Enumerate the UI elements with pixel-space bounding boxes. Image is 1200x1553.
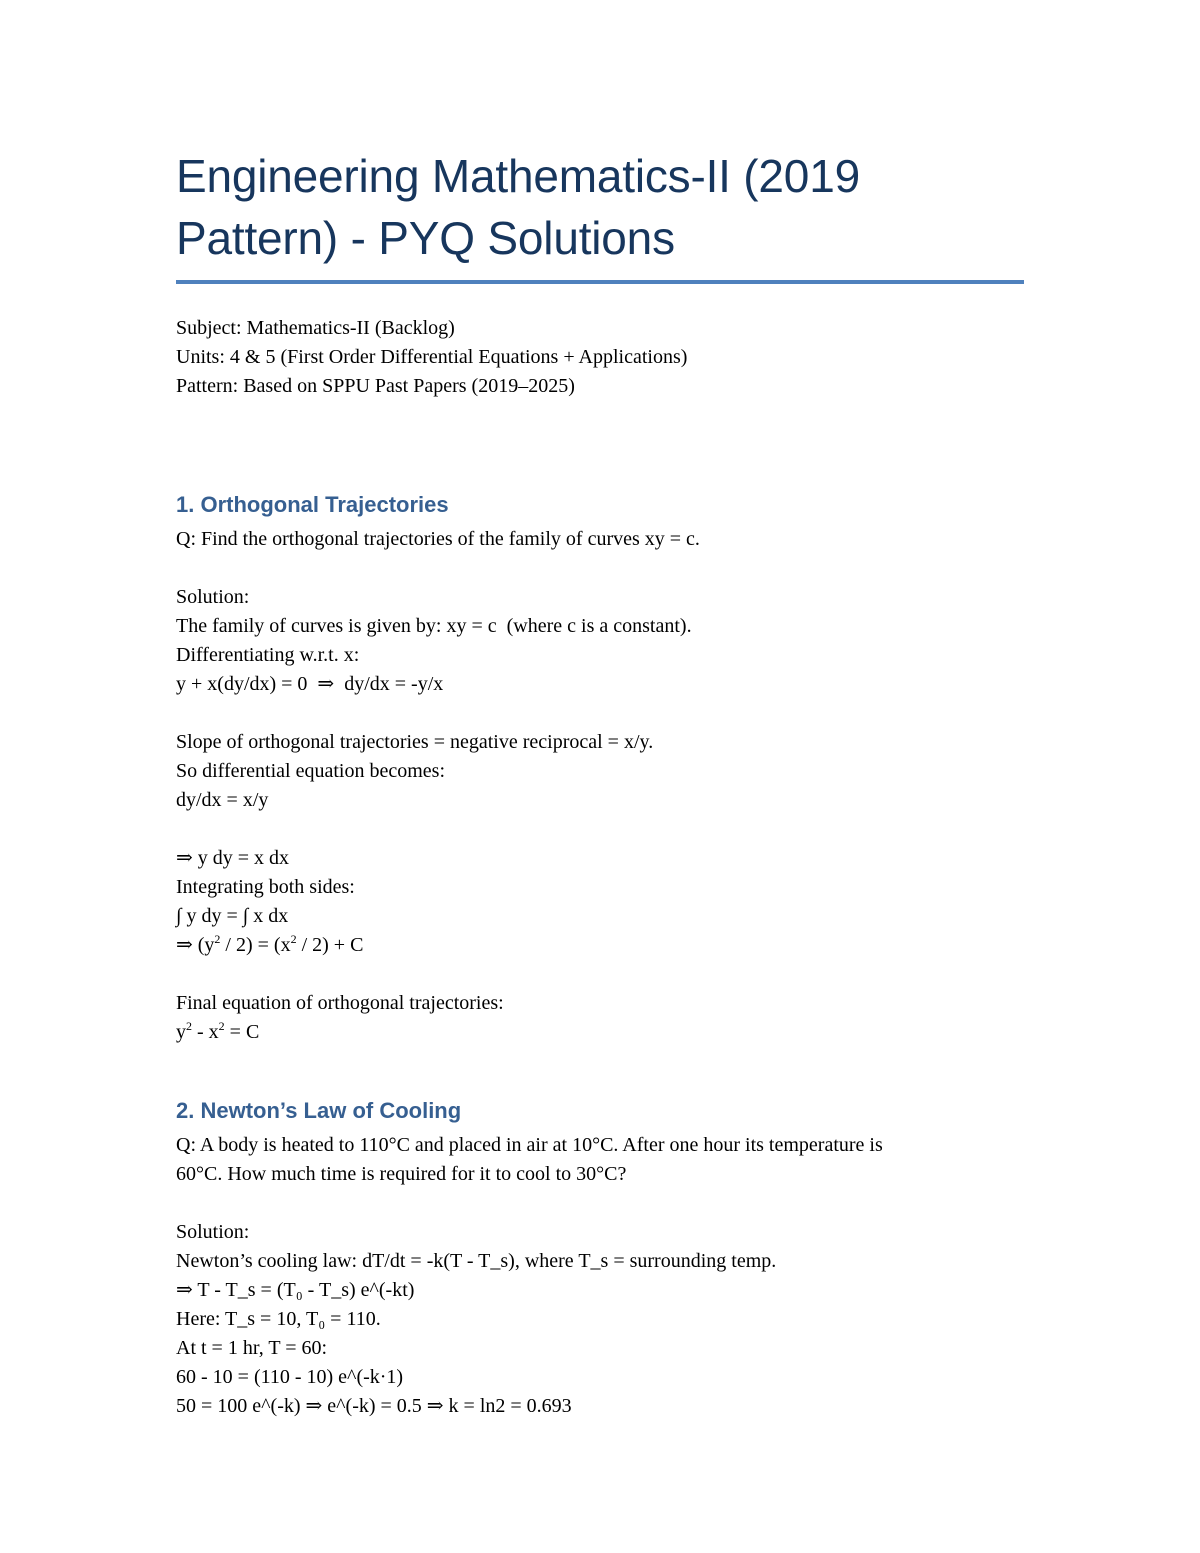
document-meta: [176, 314, 1024, 401]
solution-line: The family of curves is given by: xy = c (where c is a constant).: [176, 615, 692, 637]
solution-line: ⇒ T - T_s = (T₀ - T_s) e^(-kt): [176, 1279, 415, 1301]
eq-part: = C: [224, 1021, 260, 1043]
eq-part: ⇒ (y: [176, 934, 215, 956]
section-2-heading: 2. Newton’s Law of Cooling: [176, 1098, 462, 1123]
eq-part: / 2) + C: [296, 934, 364, 956]
title-line-1: Engineering Mathematics-II (2019: [176, 150, 860, 202]
solution-line: ∫ y dy = ∫ x dx: [176, 905, 289, 927]
solution-line: At t = 1 hr, T = 60:: [176, 1337, 328, 1359]
exponent: 2: [218, 1019, 225, 1033]
section-1-body: [176, 525, 1024, 1047]
exponent: 2: [214, 932, 221, 946]
eq-part: - x: [192, 1021, 219, 1043]
document-title: [176, 145, 1024, 269]
spacer: [176, 699, 1024, 728]
meta-units: Units: 4 & 5 (First Order Differential Equations + Applications): [176, 346, 688, 368]
section-1-question: Q: Find the orthogonal trajectories of the family of curves xy = c.: [176, 528, 700, 550]
title-underline-rule: [176, 280, 1024, 284]
solution-line: Newton’s cooling law: dT/dt = -k(T - T_s), where T_s = surrounding temp.: [176, 1250, 777, 1272]
meta-pattern: Pattern: Based on SPPU Past Papers (2019–2025): [176, 375, 575, 397]
solution-line: Final equation of orthogonal trajectories:: [176, 992, 504, 1014]
solution-line: 60 - 10 = (110 - 10) e^(-k·1): [176, 1366, 404, 1388]
spacer: [176, 554, 1024, 583]
solution-line: y + x(dy/dx) = 0 ⇒ dy/dx = -y/x: [176, 673, 444, 695]
section-1-heading: 1. Orthogonal Trajectories: [176, 492, 449, 517]
section-2-question-line-1: Q: A body is heated to 110°C and placed in air at 10°C. After one hour its temperature is: [176, 1134, 883, 1156]
final-equation: [176, 1018, 1024, 1047]
eq-part: / 2) = (x: [220, 934, 291, 956]
section-2-body: [176, 1131, 1024, 1421]
solution-line-integrated: [176, 931, 1024, 960]
solution-line: Differentiating w.r.t. x:: [176, 644, 360, 666]
solution-line: 50 = 100 e^(-k) ⇒ e^(-k) = 0.5 ⇒ k = ln2 = 0.693: [176, 1395, 572, 1417]
solution-line: Integrating both sides:: [176, 876, 355, 898]
exponent: 2: [186, 1019, 192, 1033]
solution-line: ⇒ y dy = x dx: [176, 847, 290, 869]
solution-line: So differential equation becomes:: [176, 760, 445, 782]
solution-line: dy/dx = x/y: [176, 789, 269, 811]
section-1-solution-label: Solution:: [176, 586, 250, 608]
section-2-question-line-2: 60°C. How much time is required for it to cool to 30°C?: [176, 1163, 627, 1185]
solution-line: Here: T_s = 10, T₀ = 110.: [176, 1308, 381, 1330]
meta-subject: Subject: Mathematics-II (Backlog): [176, 317, 455, 339]
document-page: [176, 145, 1024, 1421]
spacer: [176, 1189, 1024, 1218]
solution-line: Slope of orthogonal trajectories = negative reciprocal = x/y.: [176, 731, 654, 753]
exponent: 2: [290, 932, 297, 946]
eq-part: y: [176, 1021, 186, 1043]
title-line-2: Pattern) - PYQ Solutions: [176, 212, 675, 264]
spacer: [176, 960, 1024, 989]
section-2-solution-label: Solution:: [176, 1221, 250, 1243]
spacer: [176, 815, 1024, 844]
